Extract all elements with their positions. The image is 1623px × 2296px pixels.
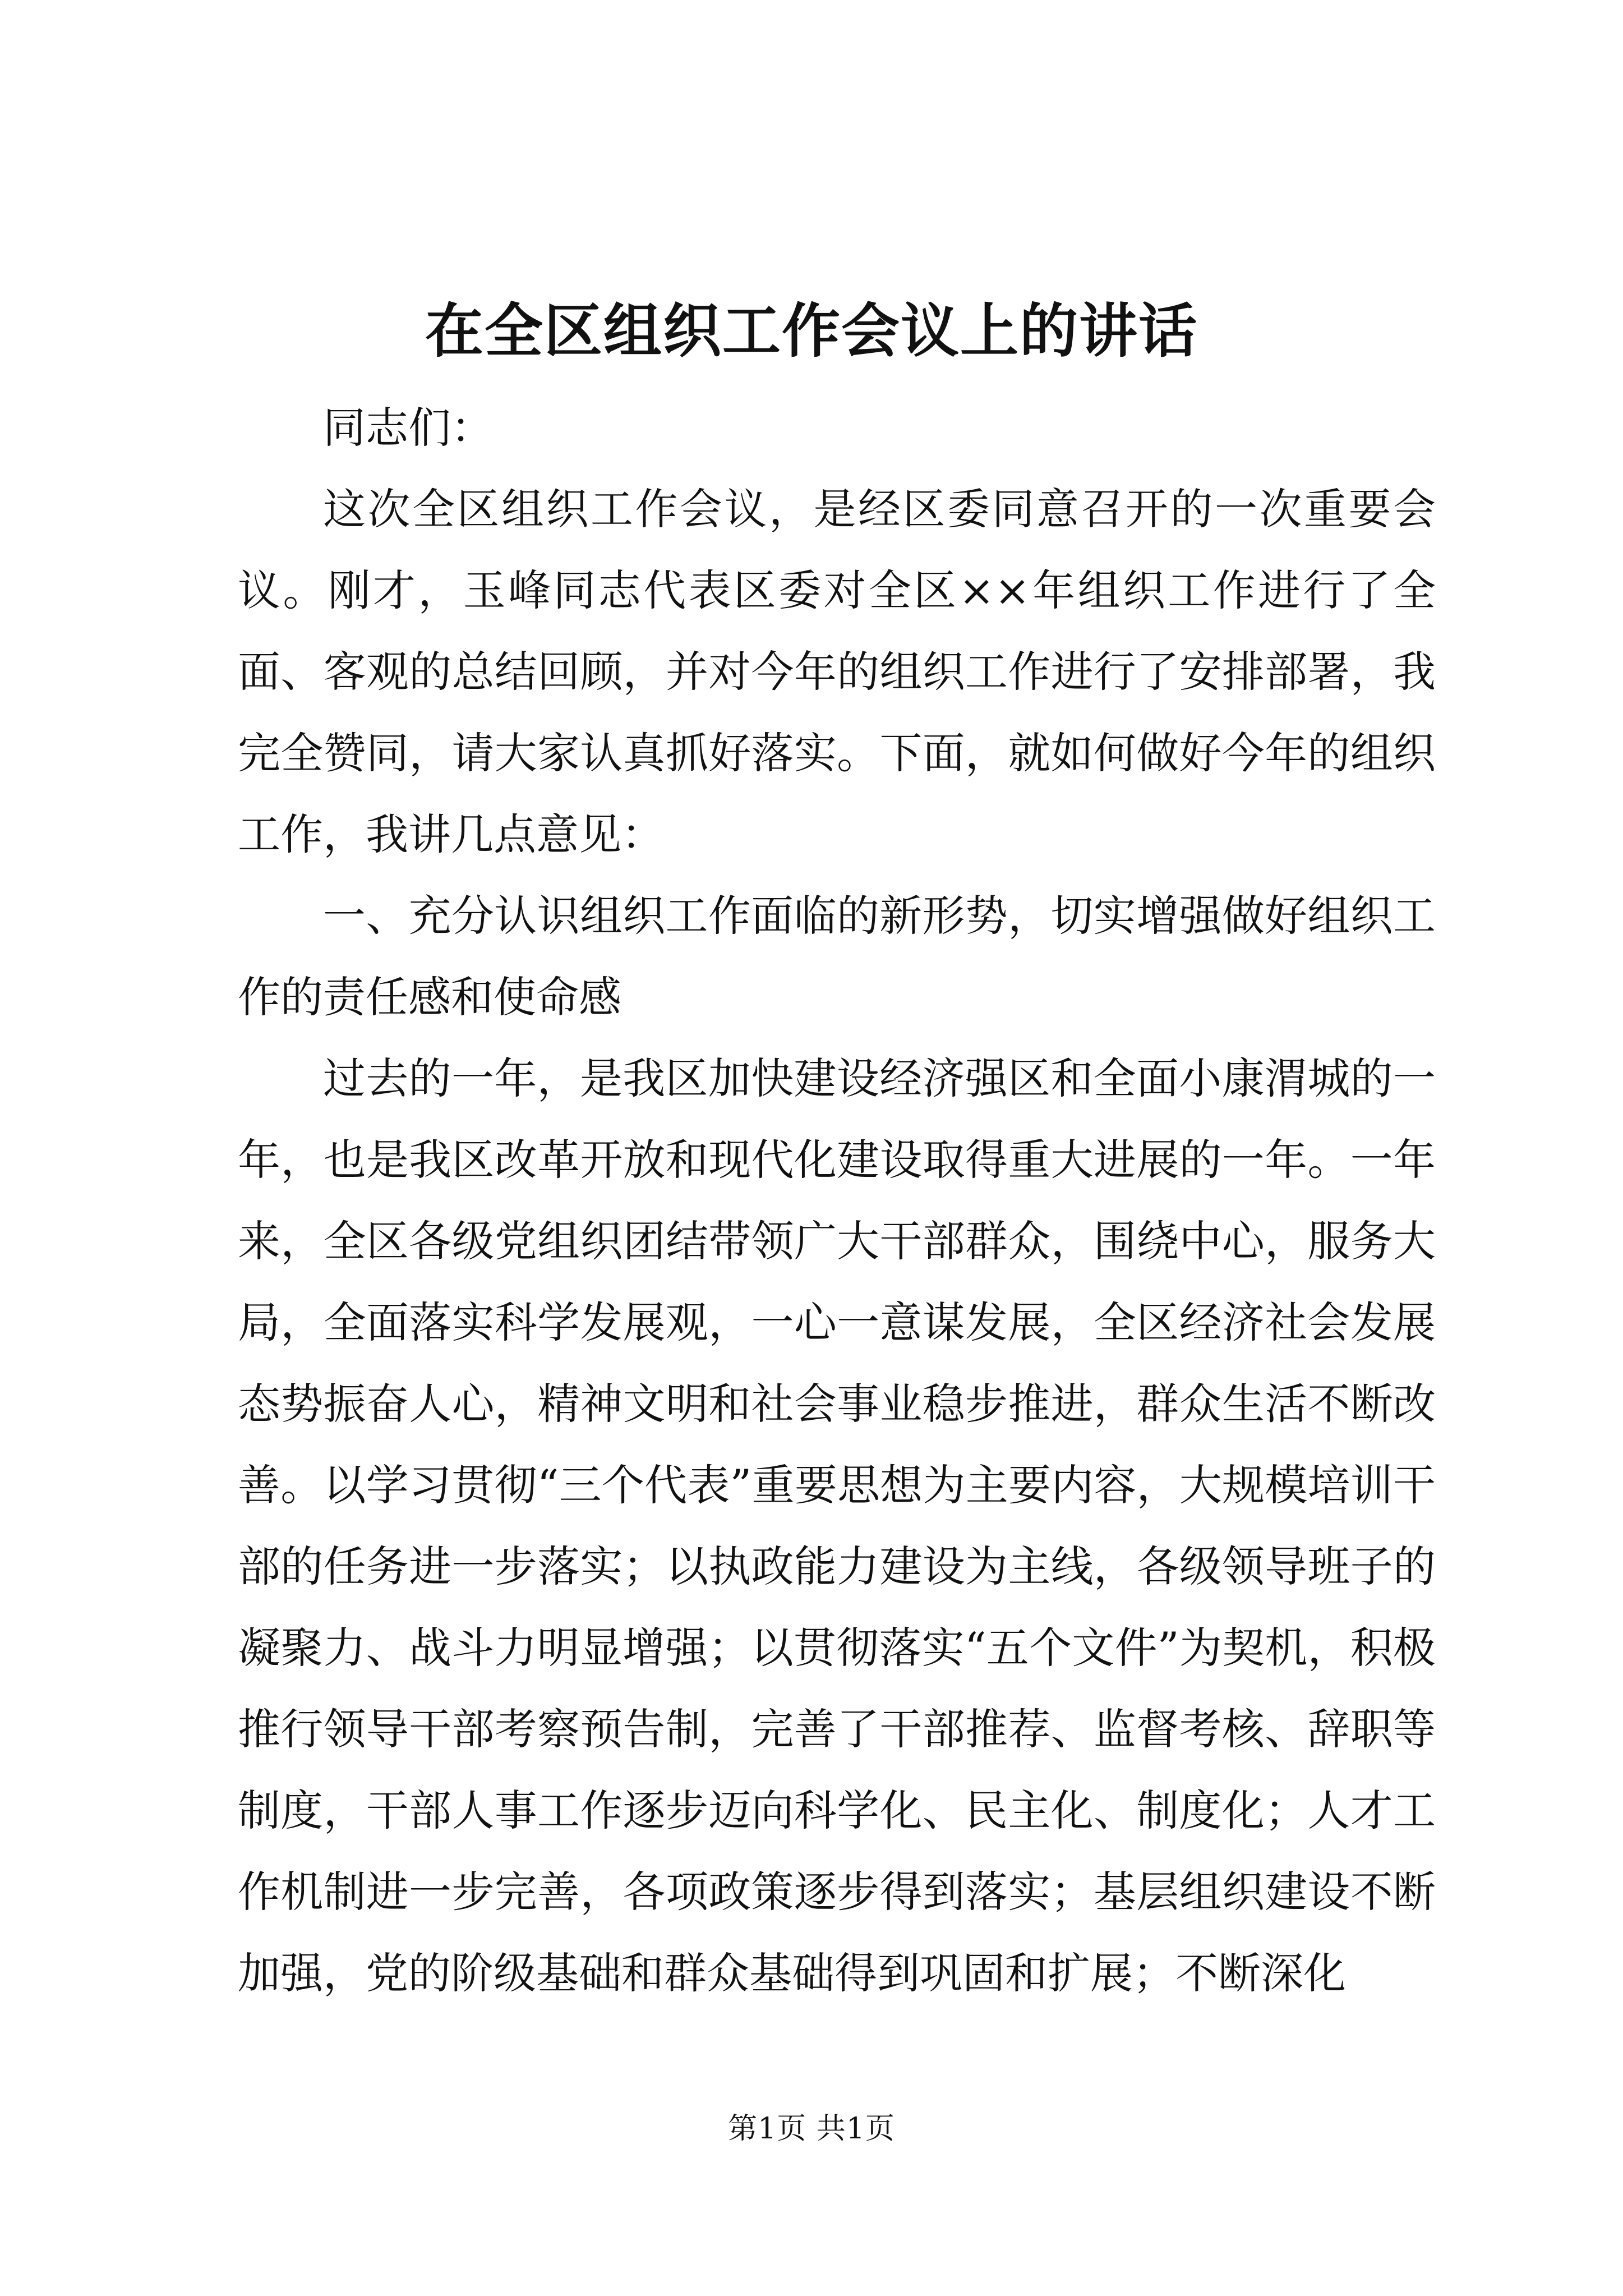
intro-paragraph: 这次全区组织工作会议，是经区委同意召开的一次重要会议。刚才，玉峰同志代表区委对全区××年组织工作进行了全面、客观的总结回顾，并对今年的组织工作进行了安排部署，我完全赞同，请大家认真抓好落实。下面，就如何做好今年的组织工作，我讲几点意见： [238, 484, 1436, 859]
document-body [238, 387, 1436, 2014]
salutation-paragraph: 同志们： [323, 403, 494, 453]
body-paragraph: 过去的一年，是我区加快建设经济强区和全面小康渭城的一年，也是我区改革开放和现代化建设取得重大进展的一年。一年来，全区各级党组织团结带领广大干部群众，围绕中心，服务大局，全面落实科学发展观，一心一意谋发展，全区经济社会发展态势振奋人心，精神文明和社会事业稳步推进，群众生活不断改善。以学习贯彻“三个代表”重要思想为主要内容，大规模培训干部的任务进一步落实；以执政能力建设为主线，各级领导班子的凝聚力、战斗力明显增强；以贯彻落实“五个文件”为契机，积极推行领导干部考察预告制，完善了干部推荐、监督考核、辞职等制度，干部人事工作逐步迈向科学化、民主化、制度化；人才工作机制进一步完善，各项政策逐步得到落实；基层组织建设不断加强，党的阶级基础和群众基础得到巩固和扩展；不断深化 [238, 1053, 1436, 1998]
section-heading-paragraph: 一、充分认识组织工作面临的新形势，切实增强做好组织工作的责任感和使命感 [238, 891, 1436, 1022]
document-title: 在全区组织工作会议上的讲话 [425, 296, 1198, 365]
page-footer: 第1页 共1页 [728, 2112, 895, 2146]
